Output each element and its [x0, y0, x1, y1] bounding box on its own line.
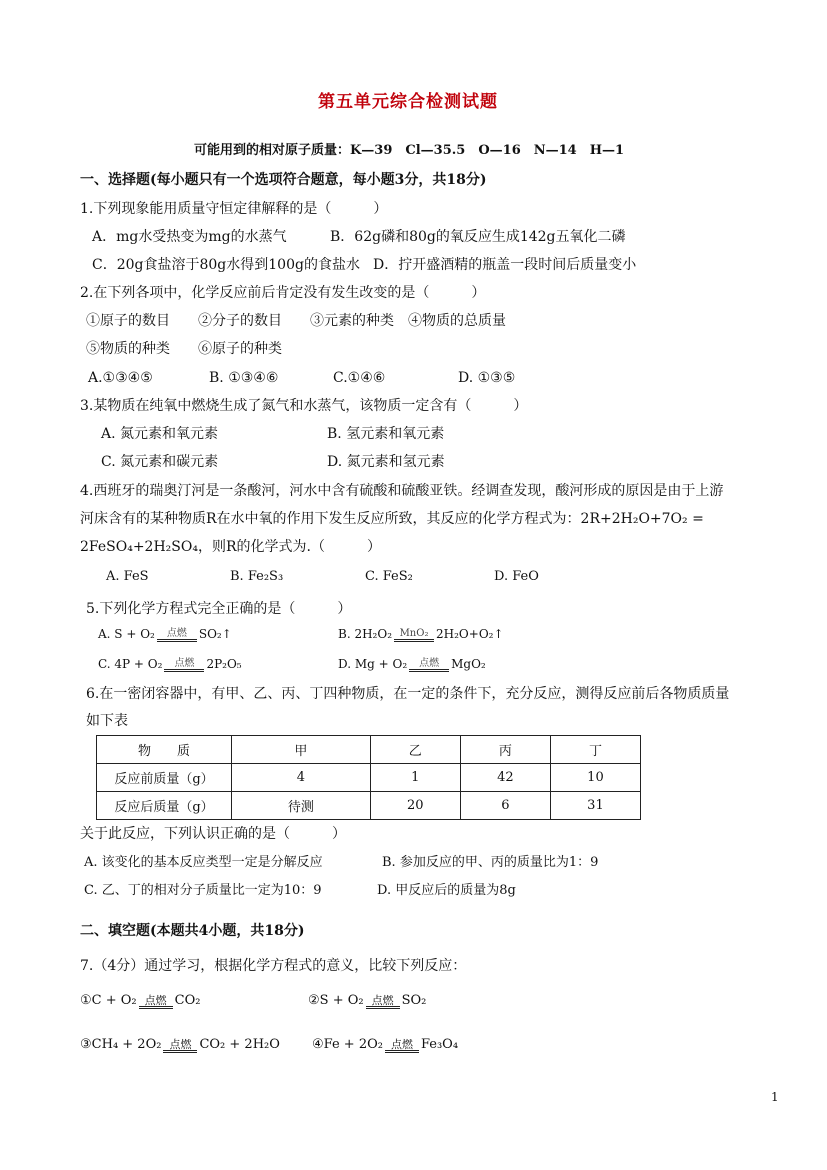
q6-after-table: 关于此反应，下列认识正确的是（ ） [80, 826, 346, 842]
q1-option-c: C．20g食盐溶于80g水得到100g的食盐水 [92, 257, 360, 273]
q4-line2: 河床含有的某种物质R在水中氧的作用下发生反应所致，其反应的化学方程式为：2R+2H₂O+7O₂ = [80, 511, 704, 527]
reaction-arrow [409, 659, 449, 672]
table-header-row [97, 736, 641, 764]
q6-line1: 6.在一密闭容器中，有甲、乙、丙、丁四种物质，在一定的条件下，充分反应，测得反应前后各物质质量 [86, 686, 730, 702]
q7-r3-reactants: ③CH₄ + 2O₂ [80, 1037, 162, 1052]
table-cell: 反应前质量（g） [97, 764, 232, 792]
q6-line2: 如下表 [86, 713, 128, 729]
section-fill-heading: 二、填空题(本题共4小题，共18分) [80, 923, 305, 939]
table-cell: 10 [550, 764, 640, 792]
q2-option-d: D. ①③⑤ [458, 370, 516, 386]
reaction-condition: 点燃 [390, 1038, 413, 1051]
reaction-condition: 点燃 [144, 994, 167, 1007]
q5-option-b [338, 626, 504, 642]
reaction-condition: 点燃 [419, 658, 440, 669]
table-row [97, 792, 641, 820]
q1-stem: 1.下列现象能用质量守恒定律解释的是（ ） [80, 201, 388, 217]
q2-option-b: B. ①③④⑥ [209, 370, 279, 386]
q5-c-products: 2P₂O₅ [206, 657, 242, 671]
q4-option-d: D. FeO [494, 569, 539, 584]
q5-d-reactants: D. Mg + O₂ [338, 657, 408, 671]
q4-option-a: A. FeS [106, 569, 149, 584]
reaction-condition: 点燃 [174, 658, 195, 669]
q1-option-b: B．62g磷和80g的氧反应生成142g五氧化二磷 [330, 229, 626, 245]
table-cell: 6 [460, 792, 550, 820]
page-number: 1 [771, 1090, 779, 1104]
q2-items-line1: ①原子的数目 ②分子的数目 ③元素的种类 ④物质的总质量 [86, 313, 506, 329]
q1-option-a: A．mg水受热变为mg的水蒸气 [92, 229, 287, 245]
table-header-cell: 物 质 [97, 736, 232, 764]
q2-items-line2: ⑤物质的种类 ⑥原子的种类 [86, 341, 282, 357]
table-cell: 4 [232, 764, 371, 792]
q6-option-d: D. 甲反应后的质量为8g [377, 883, 516, 898]
q2-stem: 2.在下列各项中，化学反应前后肯定没有发生改变的是（ ） [80, 285, 486, 301]
q6-option-a: A. 该变化的基本反应类型一定是分解反应 [84, 855, 323, 870]
q5-a-products: SO₂↑ [198, 627, 232, 641]
q6-option-b: B. 参加反应的甲、丙的质量比为1：9 [382, 855, 599, 870]
q2-option-a: A.①③④⑤ [88, 370, 153, 386]
q5-stem: 5.下列化学方程式完全正确的是（ ） [86, 601, 352, 617]
reaction-arrow [366, 996, 400, 1009]
q2-option-c: C.①④⑥ [333, 370, 386, 386]
reaction-arrow [394, 629, 434, 642]
q3-option-a: A. 氮元素和氧元素 [101, 426, 219, 442]
q3-option-b: B. 氢元素和氧元素 [327, 426, 445, 442]
q7-r3-products: CO₂ + 2H₂O [199, 1037, 280, 1052]
q3-stem: 3.某物质在纯氧中燃烧生成了氮气和水蒸气，该物质一定含有（ ） [80, 398, 528, 414]
reaction-arrow [164, 659, 204, 672]
mass-table [96, 735, 641, 820]
reaction-arrow [157, 629, 197, 642]
q6-option-c: C. 乙、丁的相对分子质量比一定为10：9 [84, 883, 322, 898]
q7-r1-reactants: ①C + O₂ [80, 993, 137, 1008]
reaction-arrow [385, 1040, 419, 1053]
q7-r2-reactants: ②S + O₂ [308, 993, 364, 1008]
q5-option-c [98, 656, 242, 672]
q7-r4-reactants: ④Fe + 2O₂ [312, 1037, 383, 1052]
atomic-masses: 可能用到的相对原子质量：K—39 Cl—35.5 O—16 N—14 H—1 [194, 143, 625, 158]
q3-option-d: D. 氮元素和氢元素 [327, 454, 445, 470]
q7-reaction-2 [308, 993, 426, 1009]
table-cell: 待测 [232, 792, 371, 820]
q4-line3: 2FeSO₄+2H₂SO₄，则R的化学式为.（ ） [80, 539, 381, 555]
q5-c-reactants: C. 4P + O₂ [98, 657, 163, 671]
q5-b-reactants: B. 2H₂O₂ [338, 627, 393, 641]
q4-option-b: B. Fe₂S₃ [230, 569, 284, 584]
q7-r1-products: CO₂ [174, 993, 201, 1008]
q4-line1: 4.西班牙的瑞奥汀河是一条酸河，河水中含有硫酸和硫酸亚铁。经调查发现，酸河形成的原因是由于上游 [80, 483, 724, 499]
reaction-arrow [139, 996, 173, 1009]
table-cell: 20 [370, 792, 460, 820]
reaction-condition: 点燃 [371, 994, 394, 1007]
table-cell: 1 [370, 764, 460, 792]
q7-reaction-4 [312, 1037, 458, 1053]
table-cell: 31 [550, 792, 640, 820]
q5-d-products: MgO₂ [451, 657, 486, 671]
q3-option-c: C. 氮元素和碳元素 [101, 454, 219, 470]
q7-r4-products: Fe₃O₄ [420, 1037, 459, 1052]
reaction-condition: 点燃 [166, 628, 187, 639]
q7-r2-products: SO₂ [401, 993, 427, 1008]
q1-option-d: D．拧开盛酒精的瓶盖一段时间后质量变小 [373, 257, 637, 273]
q5-option-a [98, 626, 232, 642]
table-header-cell: 甲 [232, 736, 371, 764]
q5-option-d [338, 656, 486, 672]
section-choice-heading: 一、选择题(每小题只有一个选项符合题意，每小题3分，共18分) [80, 172, 487, 188]
q7-stem: 7.（4分）通过学习，根据化学方程式的意义，比较下列反应： [80, 958, 467, 974]
reaction-arrow [163, 1040, 197, 1053]
q7-reaction-1 [80, 993, 200, 1009]
table-cell: 反应后质量（g） [97, 792, 232, 820]
q5-a-reactants: A. S + O₂ [98, 627, 155, 641]
q7-reaction-3 [80, 1037, 280, 1053]
table-header-cell: 丁 [550, 736, 640, 764]
reaction-condition: 点燃 [169, 1038, 192, 1051]
q5-b-products: 2H₂O+O₂↑ [436, 627, 504, 641]
q4-option-c: C. FeS₂ [365, 569, 413, 584]
reaction-condition: MnO₂ [399, 628, 429, 639]
page-title: 第五单元综合检测试题 [318, 92, 498, 112]
table-cell: 42 [460, 764, 550, 792]
table-header-cell: 乙 [370, 736, 460, 764]
table-row [97, 764, 641, 792]
table-header-cell: 丙 [460, 736, 550, 764]
